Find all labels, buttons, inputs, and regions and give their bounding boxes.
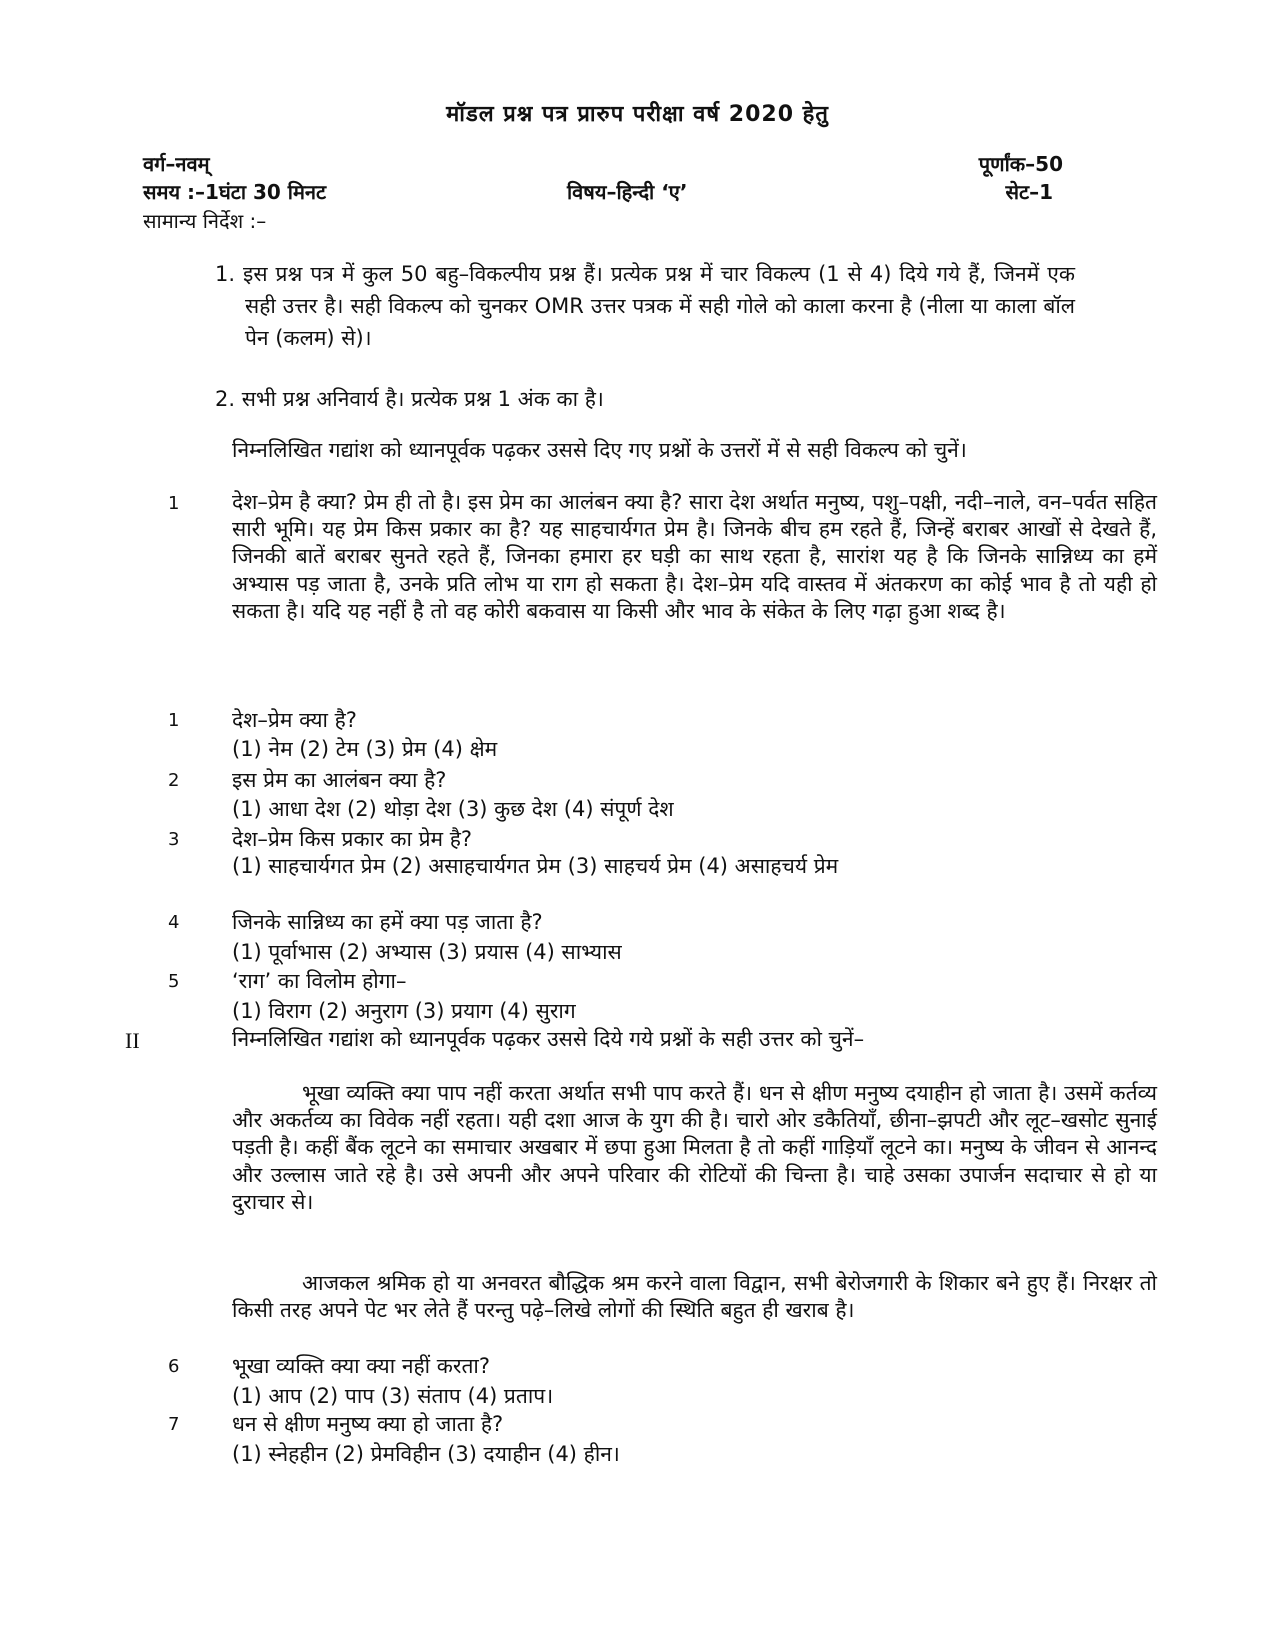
question-options: (1) स्नेहहीन (2) प्रेमविहीन (3) दयाहीन (4) हीन।	[232, 1442, 620, 1466]
question-text: धन से क्षीण मनुष्य क्या हो जाता है?	[232, 1412, 504, 1436]
question-text: देश–प्रेम किस प्रकार का प्रेम है?	[232, 827, 473, 851]
question-options: (1) साहचार्यगत प्रेम (2) असाहचार्यगत प्रेम (3) साहचर्य प्रेम (4) असाहचर्य प्रेम	[232, 854, 839, 878]
question-number: 5	[168, 971, 180, 992]
passage-number: 1	[168, 493, 180, 514]
passage-2-paragraph-1: भूखा व्यक्ति क्या पाप नहीं करता अर्थात सभी पाप करते हैं। धन से क्षीण मनुष्य दयाहीन हो जाता है। उसमें कर्तव्य और अकर्तव्य का विवेक नहीं रहता। यही दशा आज के युग की है। चारो ओर डकैतियाँ, छीना–झपटी और लूट–खसोट सुनाई पड़ती है। कहीं बैंक लूटने का समाचार अखबार में छपा हुआ मिलता है तो कहीं गाड़ियाँ लूटने का। मनुष्य के जीवन से आनन्द और उल्लास जाते रहे है। उसे अपनी और अपने परिवार की रोटियों की चिन्ता है। चाहे उसका उपार्जन सदाचार से हो या दुराचार से।	[232, 1081, 1157, 1214]
question-options: (1) विराग (2) अनुराग (3) प्रयाग (4) सुराग	[232, 999, 576, 1023]
question-options: (1) आप (2) पाप (3) संताप (4) प्रताप।	[232, 1384, 554, 1408]
section2-number: II	[125, 1028, 140, 1053]
section1-directive: निम्नलिखित गद्यांश को ध्यानपूर्वक पढ़कर उससे दिए गए प्रश्नों के उत्तरों में से सही विकल्प को चुनें।	[232, 438, 967, 462]
question-number: 4	[168, 912, 180, 933]
max-marks-label: पूर्णांक–50	[978, 152, 1063, 176]
question-number: 2	[168, 770, 180, 791]
question-text: इस प्रेम का आलंबन क्या है?	[232, 768, 447, 792]
page-title: मॉडल प्रश्न पत्र प्रारुप परीक्षा वर्ष 2020 हेतु	[446, 102, 829, 127]
question-number: 3	[168, 829, 180, 850]
set-label: सेट–1	[1005, 180, 1053, 204]
question-options: (1) आधा देश (2) थोड़ा देश (3) कुछ देश (4) संपूर्ण देश	[232, 797, 674, 821]
section2-directive: निम्नलिखित गद्यांश को ध्यानपूर्वक पढ़कर उससे दिये गये प्रश्नों के सही उत्तर को चुनें–	[232, 1027, 865, 1051]
time-label: समय :–1घंटा 30 मिनट	[143, 180, 327, 204]
question-options: (1) नेम (2) टेम (3) प्रेम (4) क्षेम	[232, 737, 498, 761]
question-number: 7	[168, 1414, 180, 1435]
question-number: 1	[168, 710, 180, 731]
question-text: जिनके सान्निध्य का हमें क्या पड़ जाता है?	[232, 910, 543, 934]
subject-label: विषय–हिन्दी ‘ए’	[567, 180, 688, 204]
general-instructions-heading: सामान्य निर्देश :–	[143, 209, 267, 233]
question-text: देश–प्रेम क्या है?	[232, 708, 357, 732]
question-number: 6	[168, 1356, 180, 1377]
instruction-item: 1. इस प्रश्न पत्र में कुल 50 बहु–विकल्पीय प्रश्न हैं। प्रत्येक प्रश्न में चार विकल्प (1 से 4) दिये गये हैं, जिनमें एक सही उत्तर है। सही विकल्प को चुनकर OMR उत्तर पत्रक में सही गोले को काला करना है (नीला या काला बॉल पेन (कलम) से)।	[215, 262, 1075, 350]
question-text: ‘राग’ का विलोम होगा–	[232, 969, 407, 993]
class-label: वर्ग–नवम्	[143, 152, 210, 176]
passage-1: देश–प्रेम है क्या? प्रेम ही तो है। इस प्रेम का आलंबन क्या है? सारा देश अर्थात मनुष्य, पशु–पक्षी, नदी–नाले, वन–पर्वत सहित सारी भूमि। यह प्रेम किस प्रकार का है? यह साहचार्यगत प्रेम है। जिनके बीच हम रहते हैं, जिन्हें बराबर आखों से देखते हैं, जिनकी बातें बराबर सुनते रहते हैं, जिनका हमारा हर घड़ी का साथ रहता है, सारांश यह है कि जिनके सान्निध्य का हमें अभ्यास पड़ जाता है, उनके प्रति लोभ या राग हो सकता है। देश–प्रेम यदि वास्तव में अंतकरण का कोई भाव है तो यही हो सकता है। यदि यह नहीं है तो वह कोरी बकवास या किसी और भाव के संकेत के लिए गढ़ा हुआ शब्द है।	[232, 490, 1157, 623]
question-options: (1) पूर्वाभास (2) अभ्यास (3) प्रयास (4) साभ्यास	[232, 940, 622, 964]
passage-2-paragraph-2: आजकल श्रमिक हो या अनवरत बौद्धिक श्रम करने वाला विद्वान, सभी बेरोजगारी के शिकार बने हुए हैं। निरक्षर तो किसी तरह अपने पेट भर लेते हैं परन्तु पढ़े–लिखे लोगों की स्थिति बहुत ही खराब है।	[232, 1271, 1157, 1323]
question-text: भूखा व्यक्ति क्या क्या नहीं करता?	[232, 1354, 491, 1378]
instruction-item: 2. सभी प्रश्न अनिवार्य है। प्रत्येक प्रश्न 1 अंक का है।	[215, 387, 604, 411]
